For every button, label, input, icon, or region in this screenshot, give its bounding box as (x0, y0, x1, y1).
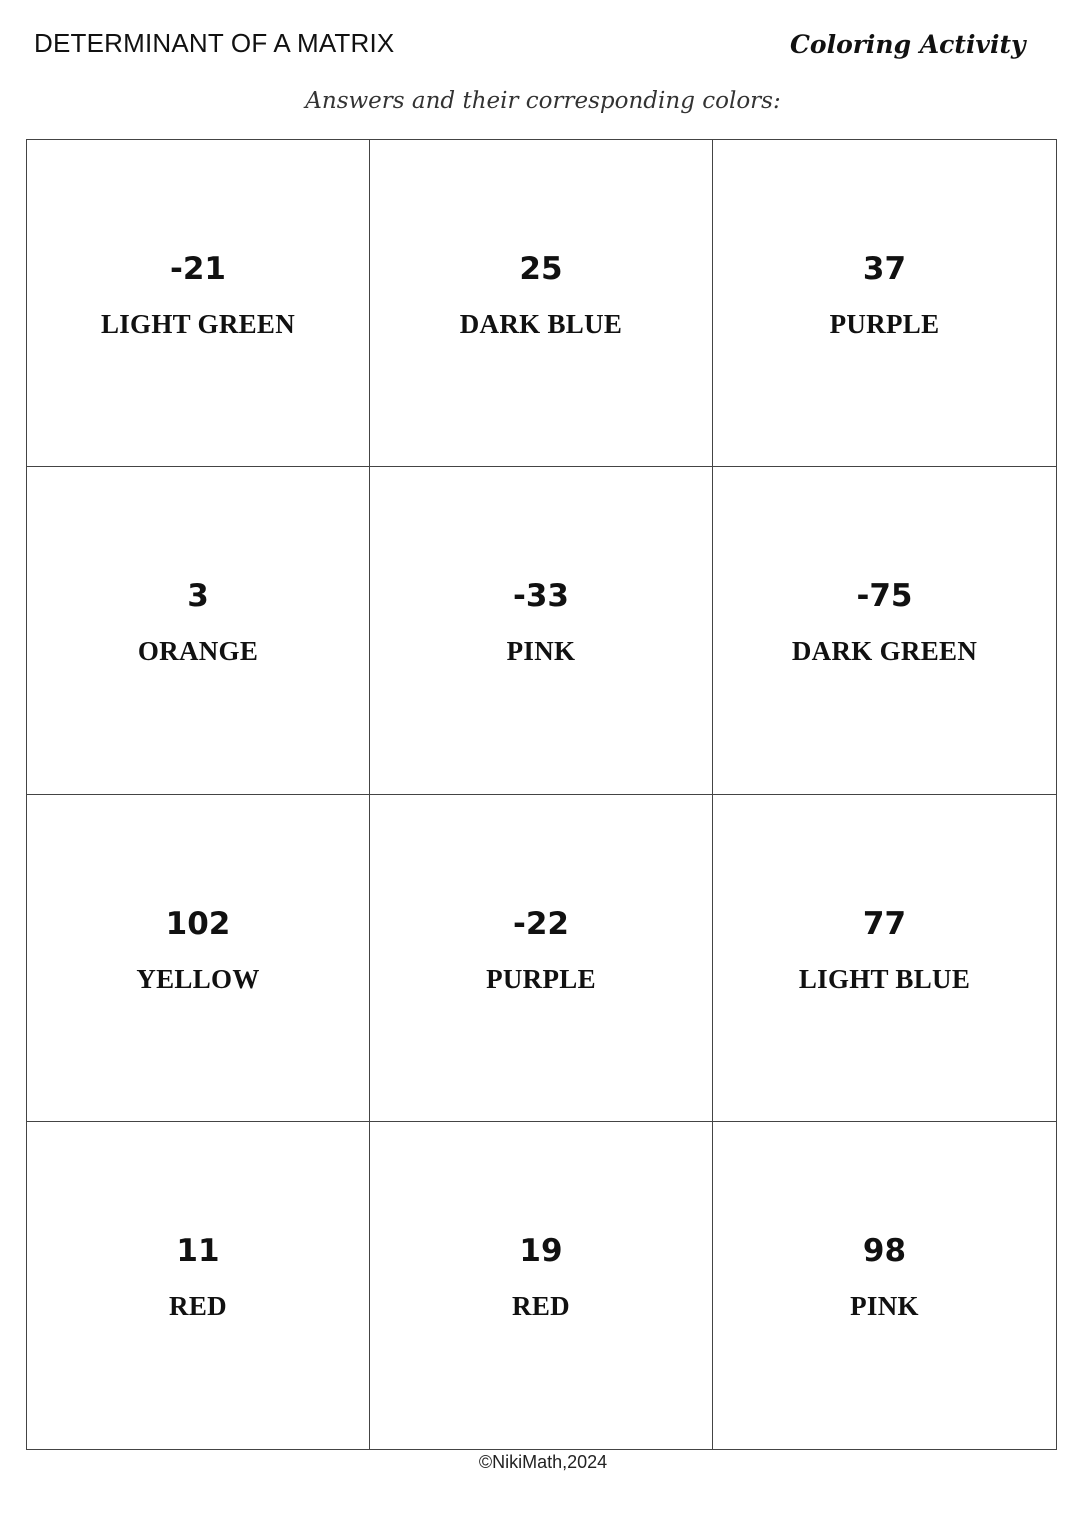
answer-cell (27, 140, 370, 467)
answer-value: -75 (856, 578, 913, 615)
answer-color-name: ORANGE (137, 636, 259, 667)
answer-value: 25 (519, 251, 563, 288)
answer-cell (713, 1122, 1056, 1449)
answer-value: 19 (519, 1233, 563, 1270)
page-title: DETERMINANT OF A MATRIX (34, 28, 395, 58)
copyright-footer: ©NikiMath,2024 (478, 1452, 608, 1472)
subtitle: Answers and their corresponding colors: (305, 88, 781, 114)
answer-value: 3 (187, 578, 209, 615)
answer-color-name: RED (169, 1291, 227, 1322)
answer-color-name: PURPLE (486, 963, 596, 994)
answer-color-name: PINK (850, 1291, 919, 1322)
answer-value: 11 (176, 1233, 220, 1270)
answer-value: -22 (512, 905, 569, 942)
answer-value: -21 (169, 251, 226, 288)
answer-cell (27, 467, 370, 794)
answer-cell (713, 467, 1056, 794)
answer-cell (713, 140, 1056, 467)
answer-cell (370, 140, 713, 467)
answer-cell (370, 1122, 713, 1449)
answer-value: 102 (165, 905, 231, 942)
answer-color-name: RED (512, 1291, 570, 1322)
answer-value: 37 (862, 251, 907, 288)
answer-cell (370, 795, 713, 1122)
answer-color-name: LIGHT GREEN (100, 309, 296, 340)
answer-cell (713, 795, 1056, 1122)
answer-color-name: PURPLE (829, 309, 940, 340)
answer-value: -33 (512, 578, 569, 615)
answer-value: 98 (862, 1233, 907, 1270)
answer-value: 77 (862, 905, 907, 942)
activity-label: Coloring Activity (790, 30, 1026, 59)
answer-cell (27, 795, 370, 1122)
answer-cell (370, 467, 713, 794)
answer-grid (26, 139, 1057, 1450)
answer-color-name: DARK GREEN (791, 636, 978, 667)
answer-color-name: DARK BLUE (459, 309, 623, 340)
answer-color-name: LIGHT BLUE (798, 963, 971, 994)
answer-color-name: PINK (506, 636, 576, 667)
answer-cell (27, 1122, 370, 1449)
answer-color-name: YELLOW (136, 963, 260, 994)
